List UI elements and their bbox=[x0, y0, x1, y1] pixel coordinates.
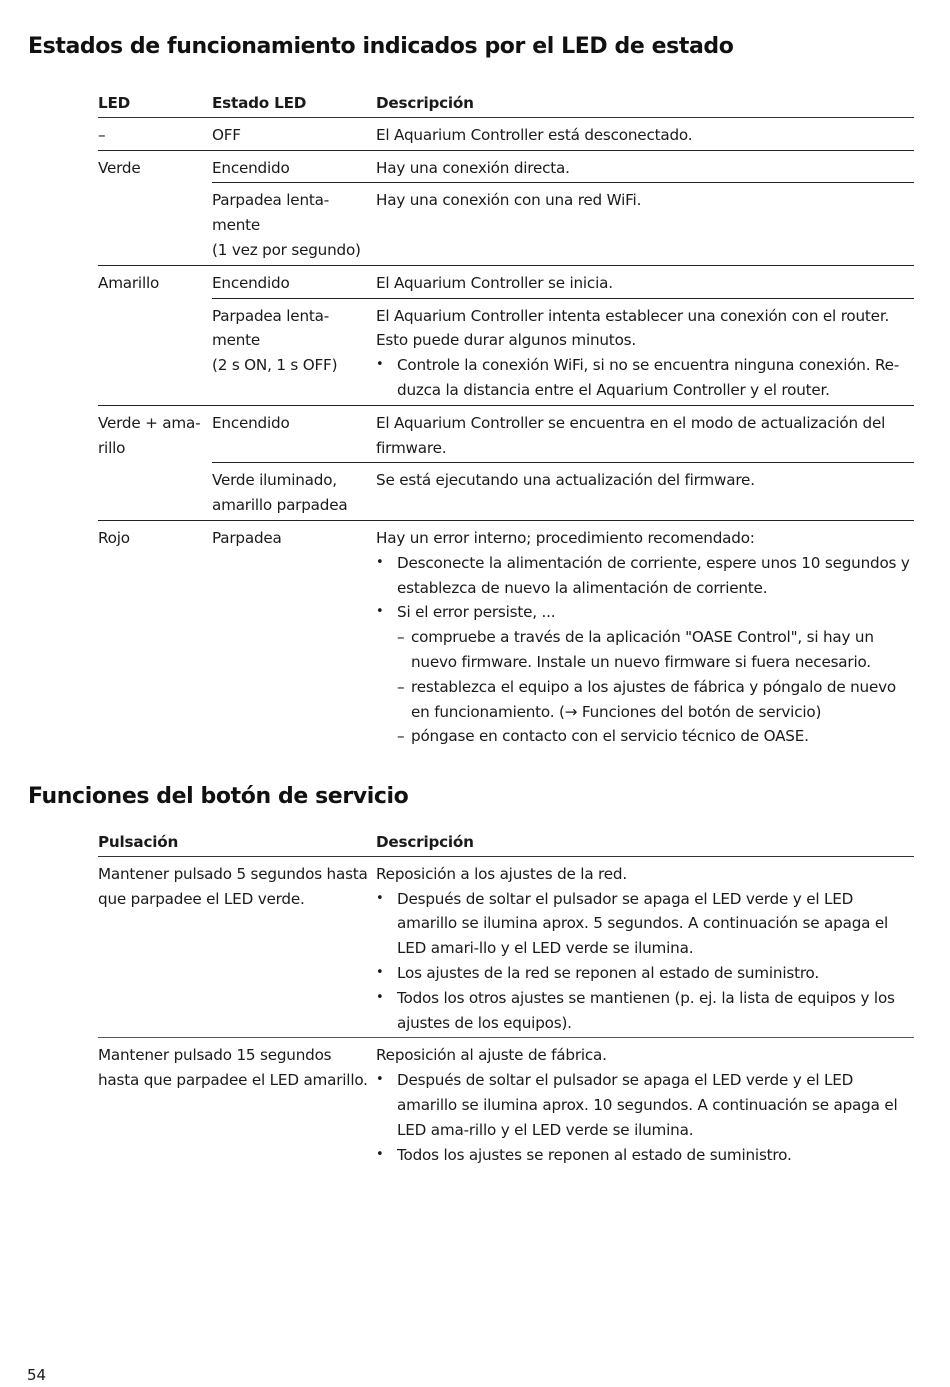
table-row bbox=[98, 150, 914, 183]
dash-item bbox=[397, 675, 914, 725]
description-cell bbox=[376, 298, 914, 405]
description-text: Hay una conexión con una red WiFi. bbox=[376, 191, 642, 210]
bullet-icon: • bbox=[376, 357, 384, 373]
description-cell bbox=[376, 150, 914, 183]
dash-text: póngase en contacto con el servicio técnico de OASE. bbox=[411, 727, 809, 746]
description-text: El Aquarium Controller se inicia. bbox=[376, 273, 613, 292]
description-cell bbox=[376, 265, 914, 298]
description-text: Se está ejecutando una actualización del firmware. bbox=[376, 471, 755, 490]
bullet-icon: • bbox=[376, 989, 384, 1005]
description-text: El Aquarium Controller intenta establecer una conexión con el router. Esto puede durar algunos minutos. bbox=[376, 306, 890, 350]
bullet-item bbox=[376, 1068, 914, 1142]
led-cell: Amarillo bbox=[98, 265, 212, 298]
table-row bbox=[98, 463, 914, 521]
header-press: Pulsación bbox=[98, 829, 376, 856]
table-row bbox=[98, 117, 914, 150]
led-state-cell: Parpadea lenta- mente (1 vez por segundo) bbox=[212, 183, 376, 265]
header-led-state: Estado LED bbox=[212, 90, 376, 117]
bullet-text: Todos los otros ajustes se mantienen (p. ej. la lista de equipos y los ajustes de los equipos). bbox=[397, 988, 895, 1032]
description-text: Reposición a los ajustes de la red. bbox=[376, 864, 627, 883]
bullet-icon: • bbox=[376, 890, 384, 906]
header-description: Descripción bbox=[376, 829, 914, 856]
dash-item bbox=[397, 724, 914, 749]
dash-text: restablezca el equipo a los ajustes de fábrica y póngalo de nuevo en funcionamiento. (→ Funciones del botón de servicio) bbox=[411, 677, 896, 721]
press-cell: Mantener pulsado 15 segundos hasta que parpadee el LED amarillo. bbox=[98, 1038, 376, 1169]
led-state-cell: Parpadea lenta- mente (2 s ON, 1 s OFF) bbox=[212, 298, 376, 405]
description-text: El Aquarium Controller está desconectado. bbox=[376, 125, 693, 144]
description-cell bbox=[376, 183, 914, 265]
bullet-icon: • bbox=[376, 1072, 384, 1088]
led-status-table bbox=[98, 90, 914, 751]
description-cell bbox=[376, 520, 914, 751]
led-cell: – bbox=[98, 117, 212, 150]
bullet-text: Los ajustes de la red se reponen al estado de suministro. bbox=[397, 963, 819, 982]
led-cell: Verde bbox=[98, 150, 212, 183]
table-header-row bbox=[98, 829, 914, 856]
table-row bbox=[98, 298, 914, 405]
bullet-text: Desconecte la alimentación de corriente, espere unos 10 segundos y establezca de nuevo la alimentación de corriente. bbox=[397, 553, 910, 597]
led-cell bbox=[98, 298, 212, 405]
description-text: Reposición al ajuste de fábrica. bbox=[376, 1046, 607, 1065]
bullet-item bbox=[376, 961, 914, 986]
led-cell: Rojo bbox=[98, 520, 212, 751]
description-text: Hay una conexión directa. bbox=[376, 158, 570, 177]
service-button-table bbox=[98, 829, 914, 1169]
description-cell bbox=[376, 1038, 914, 1169]
bullet-text: Todos los ajustes se reponen al estado de suministro. bbox=[397, 1145, 792, 1164]
led-cell bbox=[98, 183, 212, 265]
table-row bbox=[98, 183, 914, 265]
bullet-item bbox=[376, 986, 914, 1036]
bullet-item bbox=[376, 887, 914, 961]
bullet-item bbox=[376, 600, 914, 625]
description-text: El Aquarium Controller se encuentra en el modo de actualización del firmware. bbox=[376, 413, 886, 457]
led-state-cell: Encendido bbox=[212, 265, 376, 298]
led-cell: Verde + ama- rillo bbox=[98, 405, 212, 463]
table-header-row bbox=[98, 90, 914, 117]
dash-text: compruebe a través de la aplicación "OASE Control", si hay un nuevo firmware. Instale un nuevo firmware si fuera necesario. bbox=[411, 628, 874, 671]
header-led: LED bbox=[98, 90, 212, 117]
led-state-cell: Verde iluminado, amarillo parpadea bbox=[212, 463, 376, 521]
section-title-led-states: Estados de funcionamiento indicados por el LED de estado bbox=[28, 34, 734, 59]
description-cell bbox=[376, 463, 914, 521]
description-cell bbox=[376, 856, 914, 1038]
page-number: 54 bbox=[27, 1366, 47, 1384]
table-row bbox=[98, 405, 914, 463]
bullet-icon: • bbox=[376, 1146, 384, 1162]
bullet-icon: • bbox=[376, 604, 384, 620]
led-state-cell: OFF bbox=[212, 117, 376, 150]
table-row bbox=[98, 1038, 914, 1169]
bullet-icon: • bbox=[376, 964, 384, 980]
press-cell: Mantener pulsado 5 segundos hasta que parpadee el LED verde. bbox=[98, 864, 368, 908]
bullet-item bbox=[376, 1143, 914, 1168]
dash-icon: – bbox=[397, 628, 405, 647]
led-state-cell: Encendido bbox=[212, 405, 376, 463]
description-cell bbox=[376, 117, 914, 150]
bullet-item bbox=[376, 353, 914, 403]
table-row bbox=[98, 856, 914, 1038]
led-cell bbox=[98, 463, 212, 521]
table-row bbox=[98, 265, 914, 298]
led-state-cell: Parpadea bbox=[212, 520, 376, 751]
bullet-text: Después de soltar el pulsador se apaga el LED verde y el LED amarillo se ilumina aprox. 5 segundos. A continuación se apaga el LED amari-llo y el LED verde se ilumina. bbox=[397, 889, 889, 958]
dash-item bbox=[397, 625, 914, 675]
bullet-icon: • bbox=[376, 554, 384, 570]
description-cell bbox=[376, 405, 914, 463]
section-title-service-button: Funciones del botón de servicio bbox=[28, 784, 409, 809]
dash-icon: – bbox=[397, 677, 405, 696]
table-row bbox=[98, 520, 914, 751]
bullet-text: Si el error persiste, ... bbox=[397, 603, 556, 622]
bullet-text: Después de soltar el pulsador se apaga el LED verde y el LED amarillo se ilumina aprox. 10 segundos. A continuación se apaga el LED ama-rillo y el LED verde se ilumina. bbox=[397, 1071, 898, 1139]
header-description: Descripción bbox=[376, 90, 914, 117]
bullet-text: Controle la conexión WiFi, si no se encuentra ninguna conexión. Re-duzca la distancia entre el Aquarium Controller y el router. bbox=[397, 356, 900, 399]
bullet-item bbox=[376, 551, 914, 601]
dash-icon: – bbox=[397, 727, 405, 746]
description-text: Hay un error interno; procedimiento recomendado: bbox=[376, 528, 755, 547]
led-state-cell: Encendido bbox=[212, 150, 376, 183]
